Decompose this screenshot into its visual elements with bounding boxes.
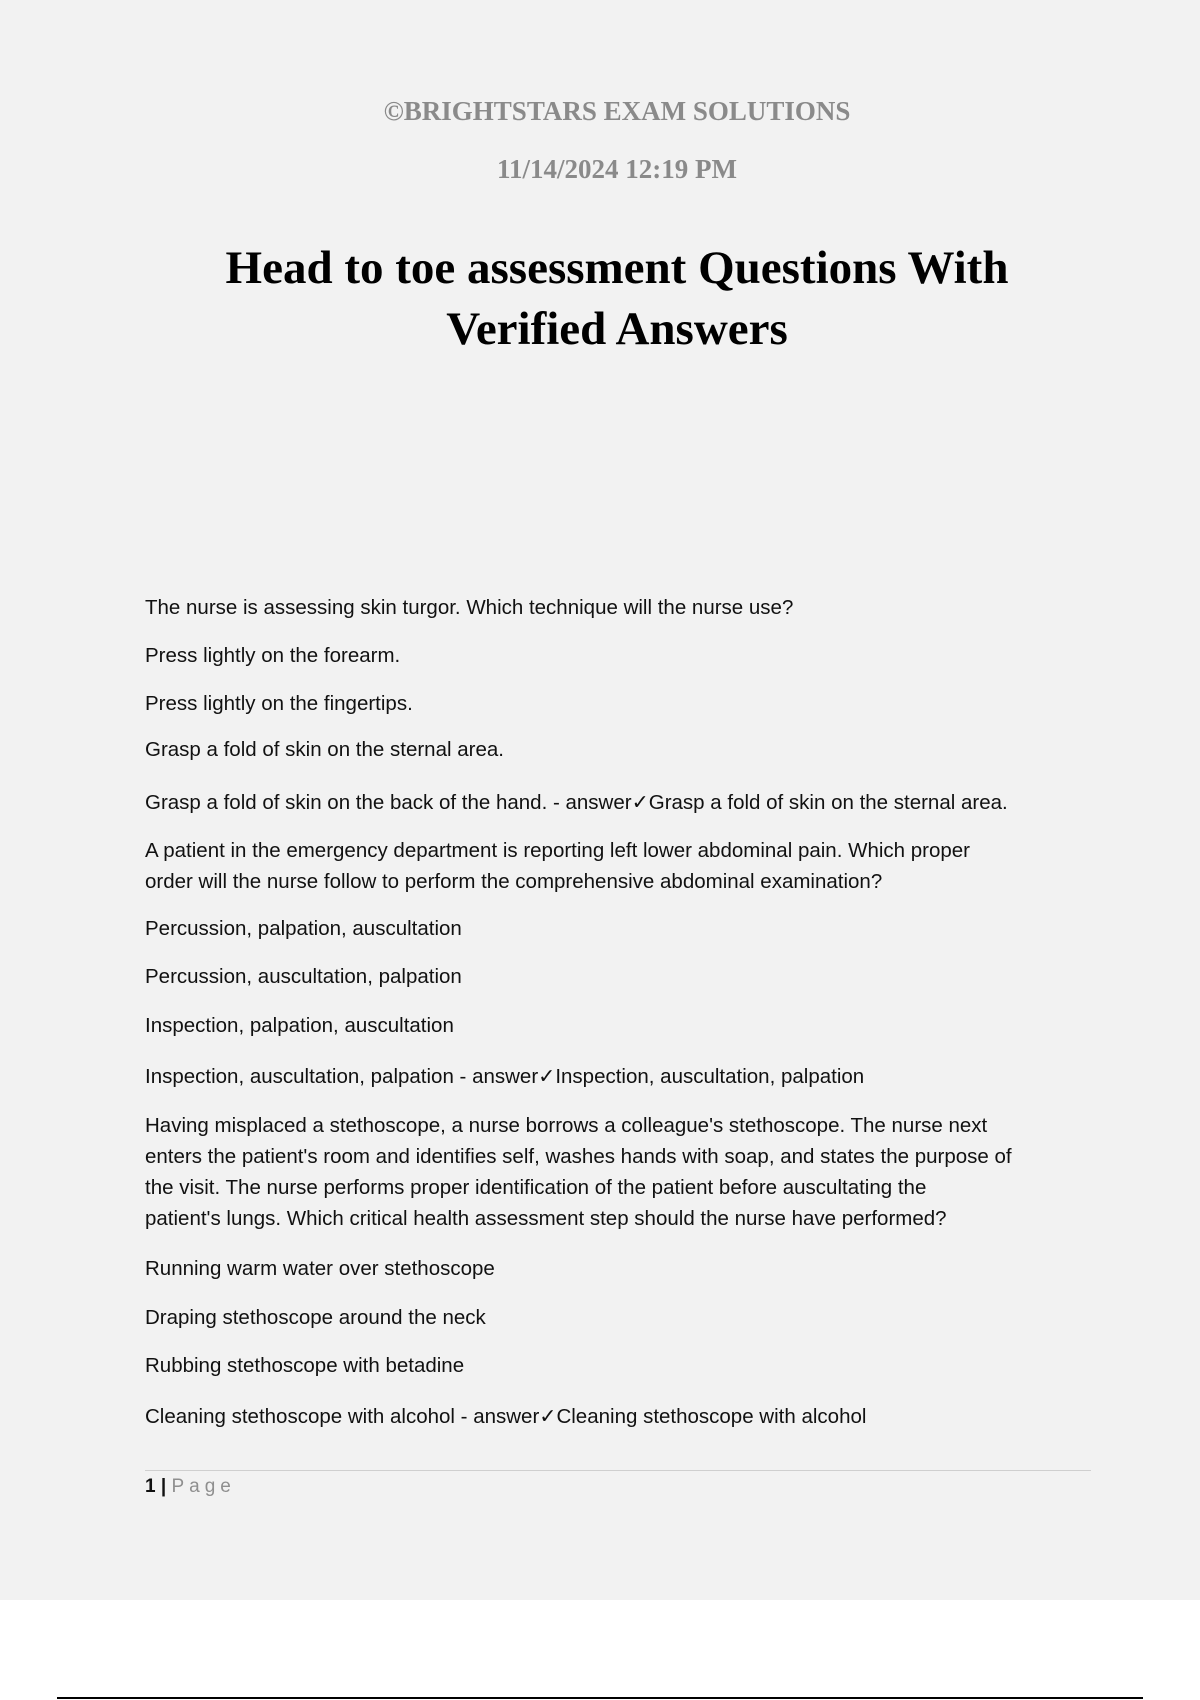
question-3-option-3: Rubbing stethoscope with betadine <box>145 1354 465 1377</box>
question-3-option-4-answer: Cleaning stethoscope with alcohol - answer✓Cleaning stethoscope with alcohol <box>145 1405 867 1428</box>
page-label: Page <box>171 1476 236 1497</box>
question-1-option-4-answer: Grasp a fold of skin on the back of the hand. - answer✓Grasp a fold of skin on the sternal area. <box>145 791 1008 814</box>
question-2-option-1: Percussion, palpation, auscultation <box>145 917 462 940</box>
question-line: order will the nurse follow to perform the comprehensive abdominal examination? <box>145 870 883 893</box>
question-2-option-3: Inspection, palpation, auscultation <box>145 1014 454 1037</box>
page-number: 1 <box>145 1476 156 1497</box>
question-1-option-3: Grasp a fold of skin on the sternal area. <box>145 738 504 761</box>
question-1-option-2: Press lightly on the fingertips. <box>145 692 413 715</box>
header-brand: ©BRIGHTSTARS EXAM SOLUTIONS <box>383 96 851 126</box>
question-line: the visit. The nurse performs proper identification of the patient before auscultating the <box>145 1176 927 1199</box>
page-footer <box>145 1473 236 1501</box>
question-line: A patient in the emergency department is reporting left lower abdominal pain. Which proper <box>145 839 971 862</box>
question-3-option-2: Draping stethoscope around the neck <box>145 1306 486 1329</box>
question-line: enters the patient's room and identifies self, washes hands with soap, and states the purpose of <box>145 1145 1012 1168</box>
header-date: 11/14/2024 12:19 PM <box>497 154 737 184</box>
title-line: Head to toe assessment Questions With <box>225 242 1009 294</box>
question-2-option-2: Percussion, auscultation, palpation <box>145 965 462 988</box>
page-separator: | <box>160 1476 167 1497</box>
next-page-rule <box>57 1697 1143 1699</box>
document-title <box>0 238 1200 360</box>
question-3-text <box>145 1110 1095 1234</box>
question-2-text <box>145 835 1095 897</box>
question-1-text: The nurse is assessing skin turgor. Which technique will the nurse use? <box>145 596 794 619</box>
title-line: Verified Answers <box>446 303 788 355</box>
question-line: Having misplaced a stethoscope, a nurse borrows a colleague's stethoscope. The nurse next <box>145 1114 988 1137</box>
question-3-option-1: Running warm water over stethoscope <box>145 1257 495 1280</box>
question-1-option-1: Press lightly on the forearm. <box>145 644 401 667</box>
question-2-option-4-answer: Inspection, auscultation, palpation - answer✓Inspection, auscultation, palpation <box>145 1065 865 1088</box>
footer-divider <box>145 1470 1091 1471</box>
question-line: patient's lungs. Which critical health assessment step should the nurse have performed? <box>145 1207 947 1230</box>
